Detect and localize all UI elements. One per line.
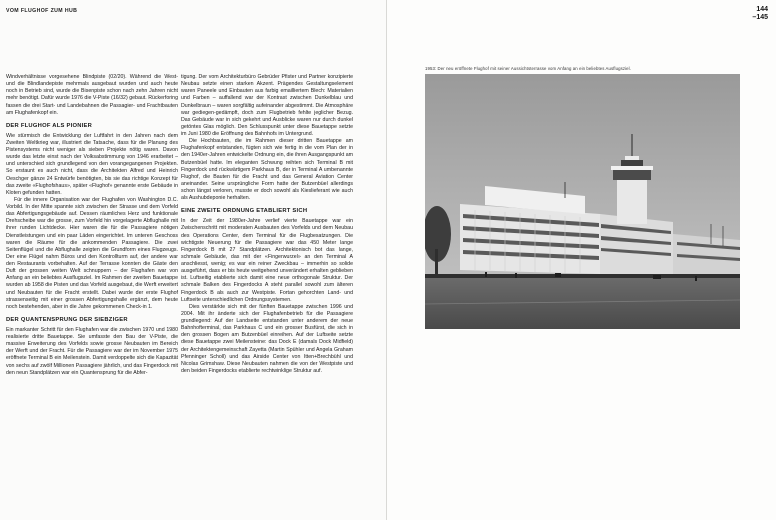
paragraph: Für die innere Organisation war der Flughafen von Washington D.C. Vorbild. In der Mitte spannte sich zwischen der Strasse und dem Vorfeld das Abfertigungsgebäude auf. Dessen räumliches Herz und funktionale Drehscheibe war die grosse, zum Vorfeld hin vorgelagerte Abflughalle mit ihrer runden Lichtdecke. Hier waren die für die Passagiere nötigen Dienstleistungen und ein paar Läden eingerichtet. Im unteren Geschoss waren die Räume für die ankommenden Passagiere. Die zwei Seitenflügel und die Abflughalle zeigten die Grundform eines Flugzeugs. Der eine Flügel nahm Büros und den Kontrollturm auf, der andere war den Restaurants vorbehalten. Auf der Terrasse konnten die Gäste den Duft der grossen weiten Welt schnuppern – der Flughafen war von Anfang an ein beliebtes Ausflugsziel. Im Rahmen der zweiten Bauetappe wurden ab 1958 die Pisten und das Vorfeld ausgebaut, die Werft erweitert und Neubauten für die Fracht erstellt. Dabei wurde der erste Flughof strassenseitig mit einer grossen Abfertigungshalle ergänzt, dem heute noch bestehenden, aber in die Jahre gekommenen Check-in 1. [6,196,178,310]
section-heading: DER QUANTENSPRUNG DER SIEBZIGER [6,316,128,323]
text-column-2 [181,74,353,514]
paragraph: In der Zeit der 1980er-Jahre verlief vierte Bauetappe war ein Zwischenschritt mit moderaten Ausbauten des Vorfelds und dem Neubau des Operations Center, dem Terminal für die Flugbesatzungen. Die wichtigste Neuerung für die Passagiere war das 450 Meter lange Fingerdock B mit 27 Standplätzen. Architektonisch bot das lange, schmale Gebäude, das mit der «Fingerwurzel» an den Terminal A anschliesst, wenig; es war ein reiner Zweckbau – immerhin so solide ausgeführt, dass er bis heute weitgehend unverändert erhalten geblieben ist. Luftseitig etablierte sich damit eine neue orthogonale Struktur. Der schmale Balken des Fingerdocks A steht parallel sowohl zum älteren Fingerdock B als auch zur Westpiste. Fortan gehorchten Land- und Luftseite unterschiedlichen Ordnungssystemen. [181,218,353,303]
paragraph: tigung. Der vom Architekturbüro Gebrüder Pfister und Partner konzipierte Neubau setzte einen starken Akzent. Prägendes Gestaltungselement waren Paneele und Einbauten aus farbig emailliertem Blech: Materialien und Farben – auffallend war der Kontrast zwischen Dunkelblau und Dunkelbraun – waren sorgfältig aufeinander abgestimmt. Die Atmosphäre war gediegen-gedämpft, doch zum Flugbetrieb fehlte jeglicher Bezug. Das Gebäude war in sich gekehrt und Ausblicke waren nur durch dunkel getöntes Glas möglich. Den Schlusspunkt unter diese Bauetappe setzte im Juni 1980 die Eröffnung des Bahnhofs im Untergrund. [181,74,353,137]
left-page [0,0,386,520]
photo-caption: 1953: Der neu eröffnete Flughof mit seiner Aussichtsterrasse vom Anfang an ein beliebtes Ausflugsziel. [425,66,631,71]
section-heading: DER FLUGHOF ALS PIONIER [6,122,93,129]
page-number-left: 144 [756,6,768,13]
paragraph: Windverhältnisse vorgesehene Blindpiste (02/20). Während die West- und die Blindlandepiste mehrmals ausgebaut wurden und auch heute noch in Betrieb sind, wurde die Bisenpiste schon nach zehn Jahren nicht mehr benötigt. Dafür wurde 1976 die V-Piste (16/32) gebaut. Rückerforing fassen die drei Start- und Landebahnen die Passagier- und Frachtbauten am Flughafenkopf ein. [6,74,178,116]
section-heading: EINE ZWEITE ORDNUNG ETABLIERT SICH [181,208,308,215]
airport-photo [425,74,740,329]
running-head: VOM FLUGHOF ZUM HUB [6,8,78,14]
paragraph: Ein markanter Schritt für den Flughafen war die zwischen 1970 und 1980 realisierte dritte Bauetappe. Sie umfasste den Bau der V-Piste, die massive Erweiterung des Vorfelds sowie grosse Neubauten im Bereich der Werft und der Fracht. Für die Passagiere war der im November 1975 eröffnete Terminal B ein Meilenstein. Damit verdoppelte sich die Kapazität von sechs auf zwölf Millionen Passagiere jährlich, und das Fingerdock mit den neun Standplätzen war ein Quantensprung für die Abfer- [6,326,178,376]
text-column-1 [6,74,178,514]
page-number-right: –145 [752,14,768,21]
paragraph: Wie stürmisch die Entwicklung der Luftfahrt in den Jahren nach dem Zweiten Weltkrieg war, illustriert die Tatsache, dass für die Planung des Pistensystems nicht weniger als sieben Projekte nötig waren. Davon wurde das letzte einst nach der Volksabstimmung von 1946 erarbeitet – und unterschied sich grundlegend von den vorangegangenen Projekten. So erstaunt es auch nicht, dass die Architekten Alfred und Heinrich Oeschger gänze 24 Entwürfe benötigten, bis sie das richtige Konzept für das zweite «Flughofshaus», später «Flughof» genannte erste Gebäude in Kloten gefunden hatten. [6,132,178,196]
right-page [387,0,776,520]
paragraph: Die Hochbauten, die im Rahmen dieser dritten Bauetappe am Flughafenkopf entstanden, fügten sich wie fertig in die vom Plan der in den 1940er-Jahren entwickelte Ordnung ein, die ihren Ausgangspunkt am Butzenbüel hatte. Im eleganten Schwung reihten sich Terminal B mit Fingerdock und rückwärtigem Parkhaus B, der in Terminal A umbenannte Flughof, die Bauten für die Fracht und das General Aviation Center aneinander. Seine ursprüngliche Form hatte der Butzenbüel allerdings schon längst verloren, musste er doch sowohl als Kieslieferant wie auch als Aushubdeponie herhalten. [181,138,353,202]
page-numbers [752,6,768,22]
airport-terminal-image [425,74,740,329]
paragraph: Dies verstärkte sich mit der fünften Bauetappe zwischen 1996 und 2004. Mit ihr änderte sich der Flughafenbetrieb für die Passagiere grundlegend: Auf der Landseite entstanden unter anderem der neue Bahnhofterminal, das Parkhaus C und ein grosser Busfürst, die sich in den grossen Bogen am Butzenbüel einreihen. Auf der Luftseite setzte diese Bauetappe zwei Meilensteine: das Dock E (damals Dock Midfield) der Architektengemeinschaft Zayetta (Martin Spühler und Angela Graham Pfenninger Scholl) und das Airside Center von Itten+Brechbühl und Nicolas Grimshaw. Diese Neubauten nahmen die von der Westpiste und den beiden Fingerdocks etablierte rechtwinklige Struktur auf. [181,303,353,374]
